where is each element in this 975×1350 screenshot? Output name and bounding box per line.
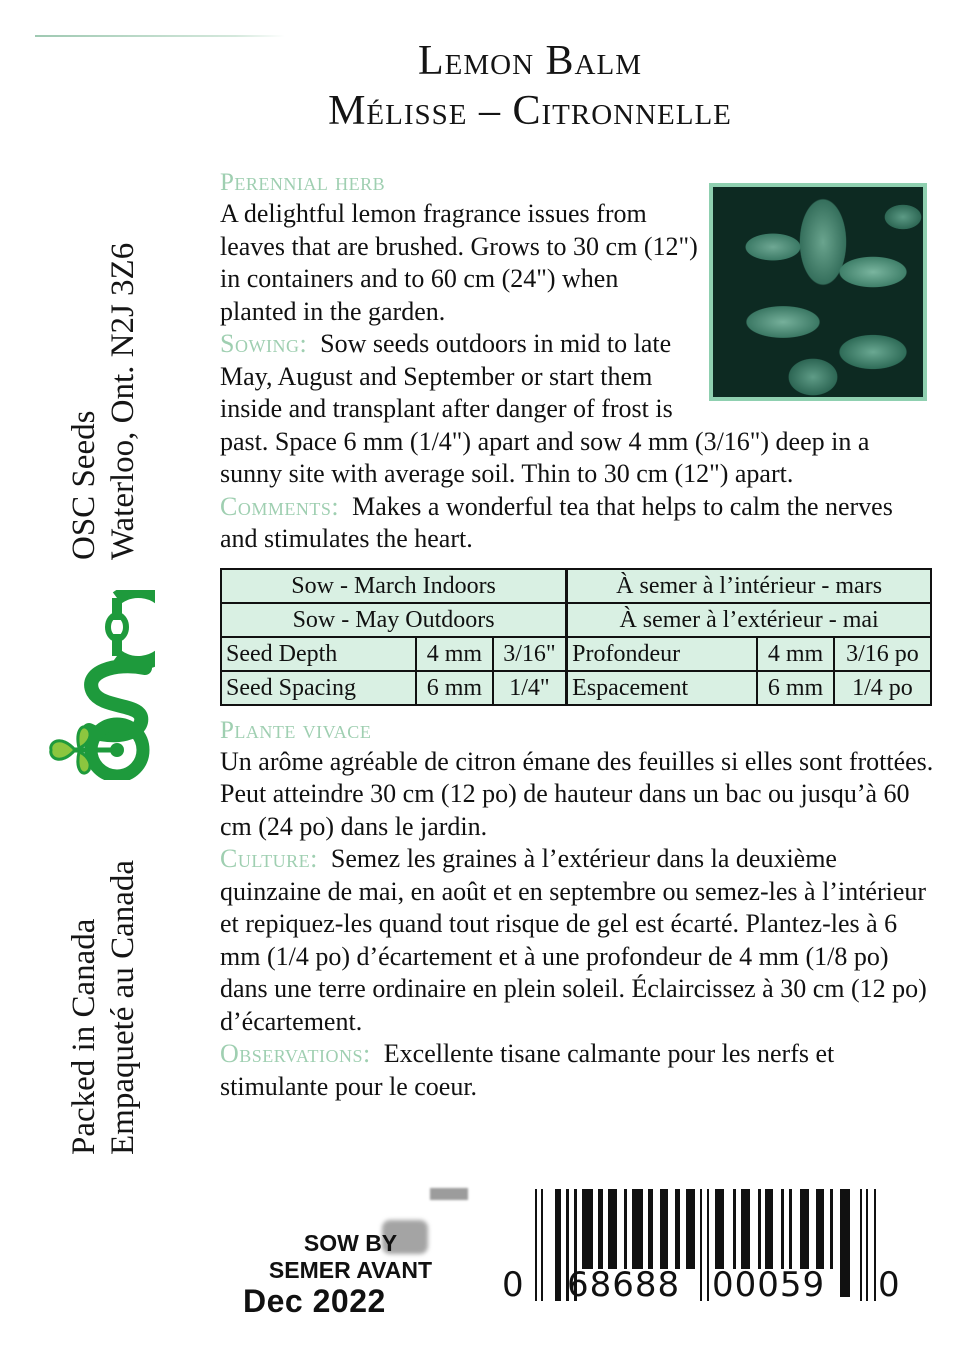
packed-in-canada-fr: Empaqueté au Canada (105, 859, 141, 1155)
english-comments (220, 491, 935, 556)
observations-text: Excellente tisane calmante pour les nerfs et stimulante pour le coeur. (220, 1039, 835, 1101)
spacing-imperial-en: 1/4" (493, 671, 567, 705)
sowing-label: Sowing: (220, 329, 308, 358)
culture-text: Semez les graines à l’extérieur dans la deuxième quinzaine de mai, en août et en septembre ou semez-les à l’intérieur et repiquez-les quand tout risque de gel est écarté. Plantez-les à 6 mm (1/4 po) d’écartement et à une profondeur de 4 mm (1/8 po) dans une terre ordinaire en plein soleil. Éclaircissez à 30 cm (12 po) d’écartement. (220, 844, 927, 1036)
ink-smudge (430, 1188, 468, 1200)
french-observations (220, 1038, 935, 1103)
sowing-text: Sow seeds outdoors in mid to late May, August and September or start them inside and transplant after danger of frost is past. Space 6 mm (1/4") apart and sow 4 mm (3/16") deep in a sunny site with average soil. Thin to 30 cm (12") apart. (220, 329, 870, 488)
depth-label-en: Seed Depth (221, 637, 416, 671)
comments-label: Comments: (220, 491, 340, 521)
english-description: A delightful lemon fragrance issues from leaves that are brushed. Grows to 30 cm (12") in containers and to 60 cm (24") when planted in the garden. (220, 199, 698, 326)
spacing-imperial-fr: 1/4 po (834, 671, 931, 705)
sow-by-en: SOW BY (303, 1230, 398, 1256)
comments-text: Makes a wonderful tea that helps to calm the nerves and stimulates the heart. (220, 491, 893, 553)
barcode-group-2: 00059 (712, 1265, 826, 1305)
packet-body (220, 168, 935, 1103)
sow-outdoors-fr: À semer à l’extérieur - mai (567, 603, 931, 637)
english-kicker: Perennial herb (220, 169, 386, 196)
barcode-icon (500, 1185, 910, 1305)
depth-metric-en: 4 mm (416, 637, 493, 671)
french-description: Un arôme agréable de citron émane des feuilles si elles sont frottées. Peut atteindre 30 cm (12 po) de hauteur dans un bac ou jusqu’à 60 cm (24 po) dans le jardin. (220, 746, 934, 841)
depth-imperial-fr: 3/16 po (834, 637, 931, 671)
packed-in-canada-en: Packed in Canada (66, 918, 102, 1155)
french-kicker: Plante vivace (220, 716, 372, 744)
plant-photo (709, 183, 927, 401)
table-row (221, 637, 931, 671)
spacing-metric-fr: 6 mm (757, 671, 834, 705)
company-name: OSC Seeds (66, 410, 102, 560)
sowing-table (220, 568, 932, 706)
spacing-label-fr: Espacement (567, 671, 758, 705)
barcode-left-digit: 0 (502, 1265, 525, 1305)
french-culture (220, 843, 935, 1038)
sow-indoors-fr: À semer à l’intérieur - mars (567, 569, 931, 603)
table-row (221, 671, 931, 705)
culture-label: Culture: (220, 844, 318, 873)
title-english: Lemon Balm (418, 38, 642, 84)
sow-by-date: Dec 2022 (243, 1283, 386, 1319)
barcode-right-digit: 0 (878, 1265, 901, 1305)
table-row (221, 603, 931, 637)
company-address: Waterloo, Ont. N2J 3Z6 (105, 242, 141, 560)
sow-by-fr: SEMER AVANT (268, 1257, 433, 1283)
spacing-metric-en: 6 mm (416, 671, 493, 705)
sow-outdoors-en: Sow - May Outdoors (221, 603, 567, 637)
sow-by-label (243, 1230, 458, 1284)
sow-indoors-en: Sow - March Indoors (221, 569, 567, 603)
barcode-group-1: 68688 (567, 1265, 681, 1305)
depth-imperial-en: 3/16" (493, 637, 567, 671)
table-row (221, 569, 931, 603)
osc-logo-icon (45, 590, 155, 780)
observations-label: Observations: (220, 1039, 371, 1068)
product-title (200, 36, 860, 136)
spacing-label-en: Seed Spacing (221, 671, 416, 705)
title-french: Mélisse – Citronnelle (328, 88, 732, 134)
depth-label-fr: Profondeur (567, 637, 758, 671)
depth-metric-fr: 4 mm (757, 637, 834, 671)
